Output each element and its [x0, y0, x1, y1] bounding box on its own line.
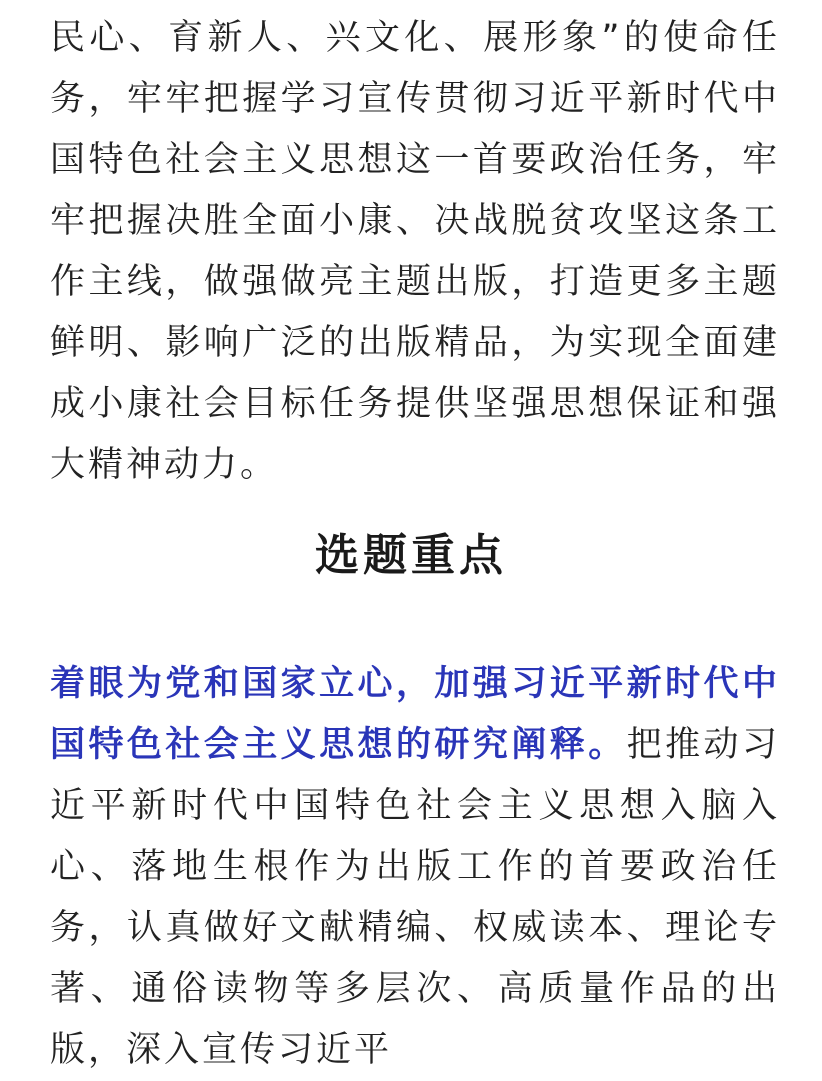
paragraph-body-text: 把推动习近平新时代中国特色社会主义思想入脑入心、落地生根作为出版工作的首要政治任务，认真做好文献精编、权威读本、理论专著、通俗读物等多层次、高质量作品的出版，深入宣传习近平: [50, 725, 780, 1070]
highlighted-lead-sentence: 着眼为党和国家立心，加强习近平新时代中国特色社会主义思想的研究阐释。: [50, 664, 780, 765]
section-heading: 选题重点: [315, 530, 507, 581]
article-paragraph-topic: [50, 654, 780, 1081]
article-paragraph-intro: 民心、育新人、兴文化、展形象”的使命任务，牢牢把握学习宣传贯彻习近平新时代中国特色社会主义思想这一首要政治任务，牢牢把握决胜全面小康、决战脱贫攻坚这条工作主线，做强做亮主题出版，打造更多主题鲜明、影响广泛的出版精品，为实现全面建成小康社会目标任务提供坚强思想保证和强大精神动力。: [50, 18, 780, 485]
